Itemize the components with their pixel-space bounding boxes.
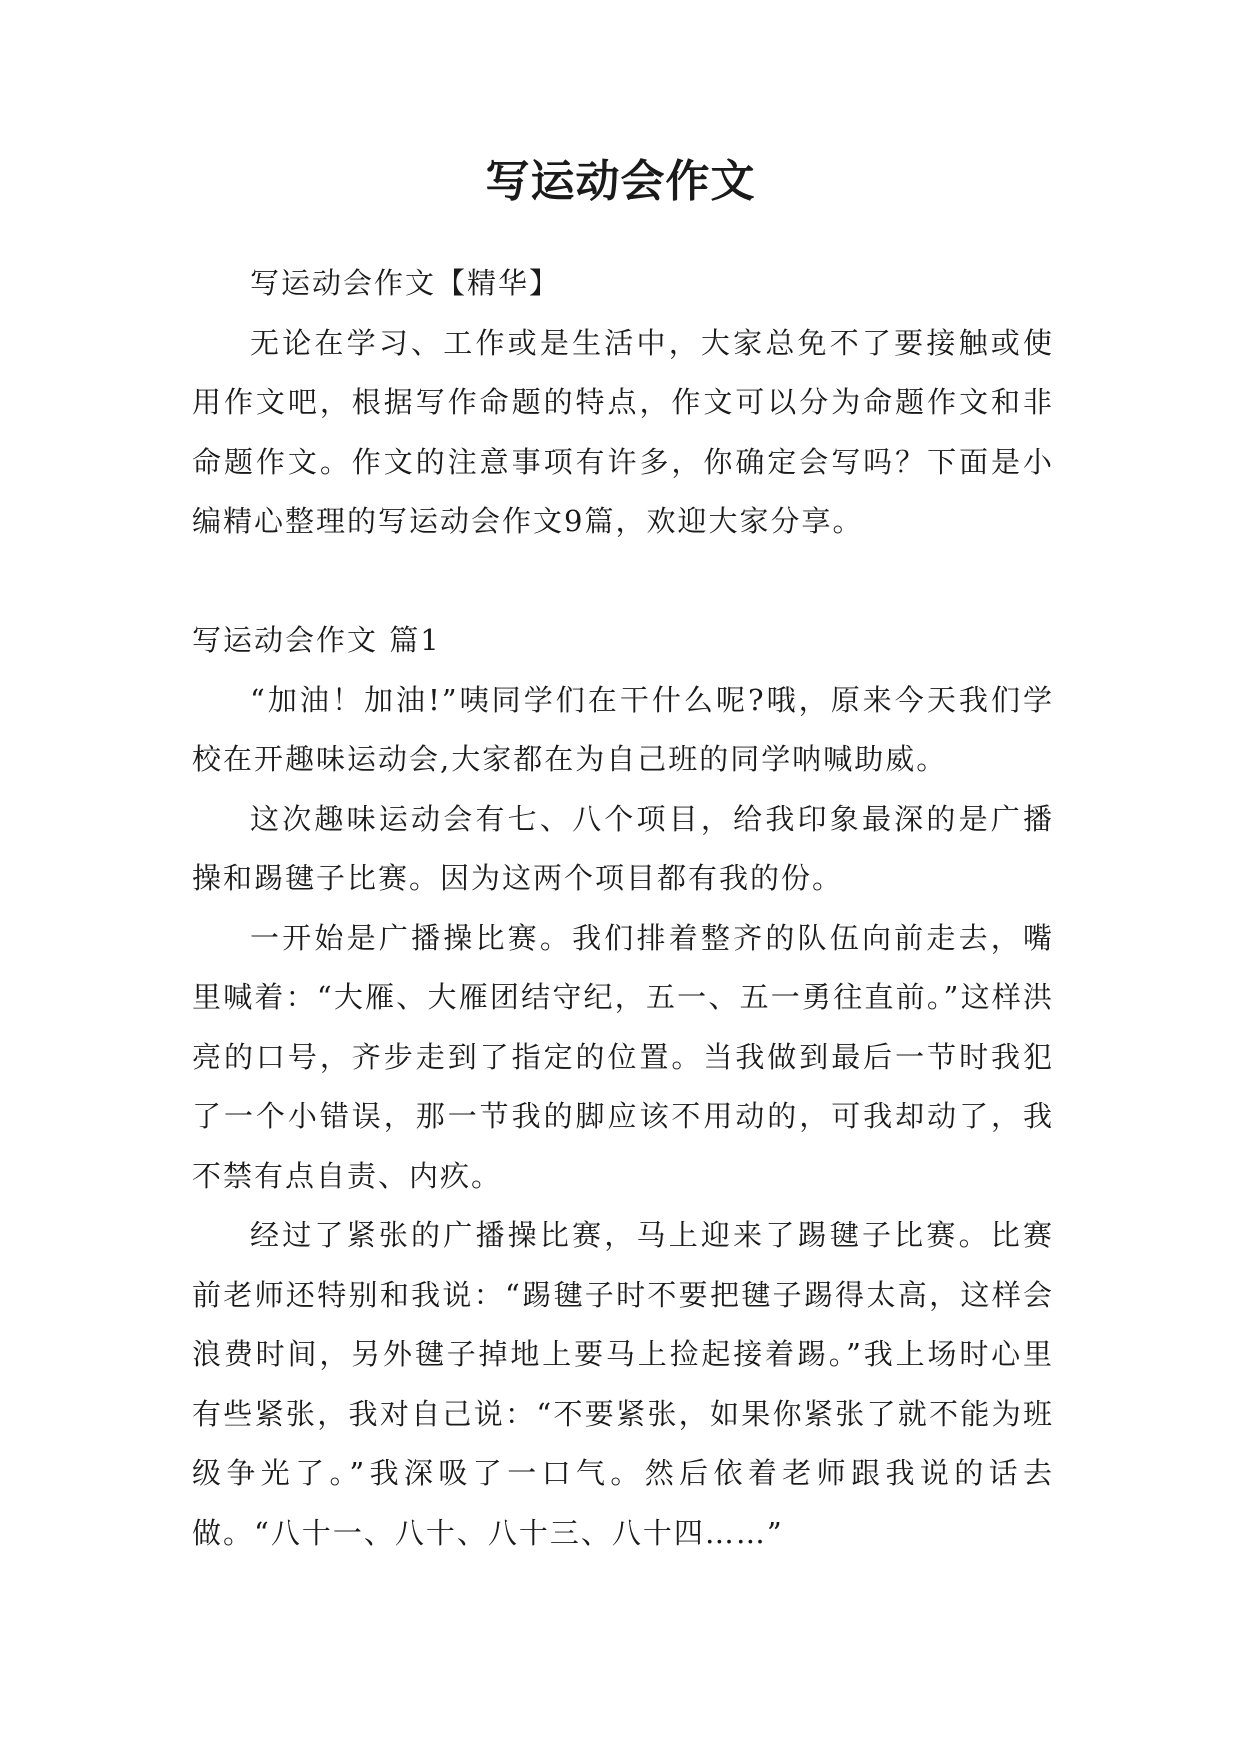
section-spacer [192, 552, 1054, 612]
intro-paragraph: 无论在学习、工作或是生活中，大家总免不了要接触或使用作文吧，根据写作命题的特点，作文可以分为命题作文和非命题作文。作文的注意事项有许多，你确定会写吗？下面是小编精心整理的写运动会作文9篇，欢迎大家分享。 [192, 325, 1054, 538]
section-heading: 写运动会作文 篇1 [192, 623, 441, 657]
document-title: 写运动会作文 [485, 156, 756, 207]
body-paragraph-4: 经过了紧张的广播操比赛，马上迎来了踢毽子比赛。比赛前老师还特别和我说：“踢毽子时不要把毽子踢得太高，这样会浪费时间，另外毽子掉地上要马上捡起接着踢。”我上场时心里有些紧张，我对自己说：“不要紧张，如果你紧张了就不能为班级争光了。”我深吸了一口气。然后依着老师跟我说的话去做。“八十一、八十、八十三、八十四……” [192, 1218, 1054, 1550]
document-subtitle: 写运动会作文【精华】 [250, 266, 561, 300]
body-paragraph-1: “加油！加油!”咦同学们在干什么呢?哦，原来今天我们学校在开趣味运动会,大家都在为自己班的同学呐喊助威。 [192, 682, 1054, 776]
body-paragraph-2: 这次趣味运动会有七、八个项目，给我印象最深的是广播操和踢毽子比赛。因为这两个项目都有我的份。 [192, 801, 1054, 895]
body-paragraph-3: 一开始是广播操比赛。我们排着整齐的队伍向前走去，嘴里喊着：“大雁、大雁团结守纪，五一、五一勇往直前。”这样洪亮的口号，齐步走到了指定的位置。当我做到最后一节时我犯了一个小错误，那一节我的脚应该不用动的，可我却动了，我不禁有点自责、内疚。 [192, 920, 1054, 1193]
document-body [192, 254, 1054, 1563]
